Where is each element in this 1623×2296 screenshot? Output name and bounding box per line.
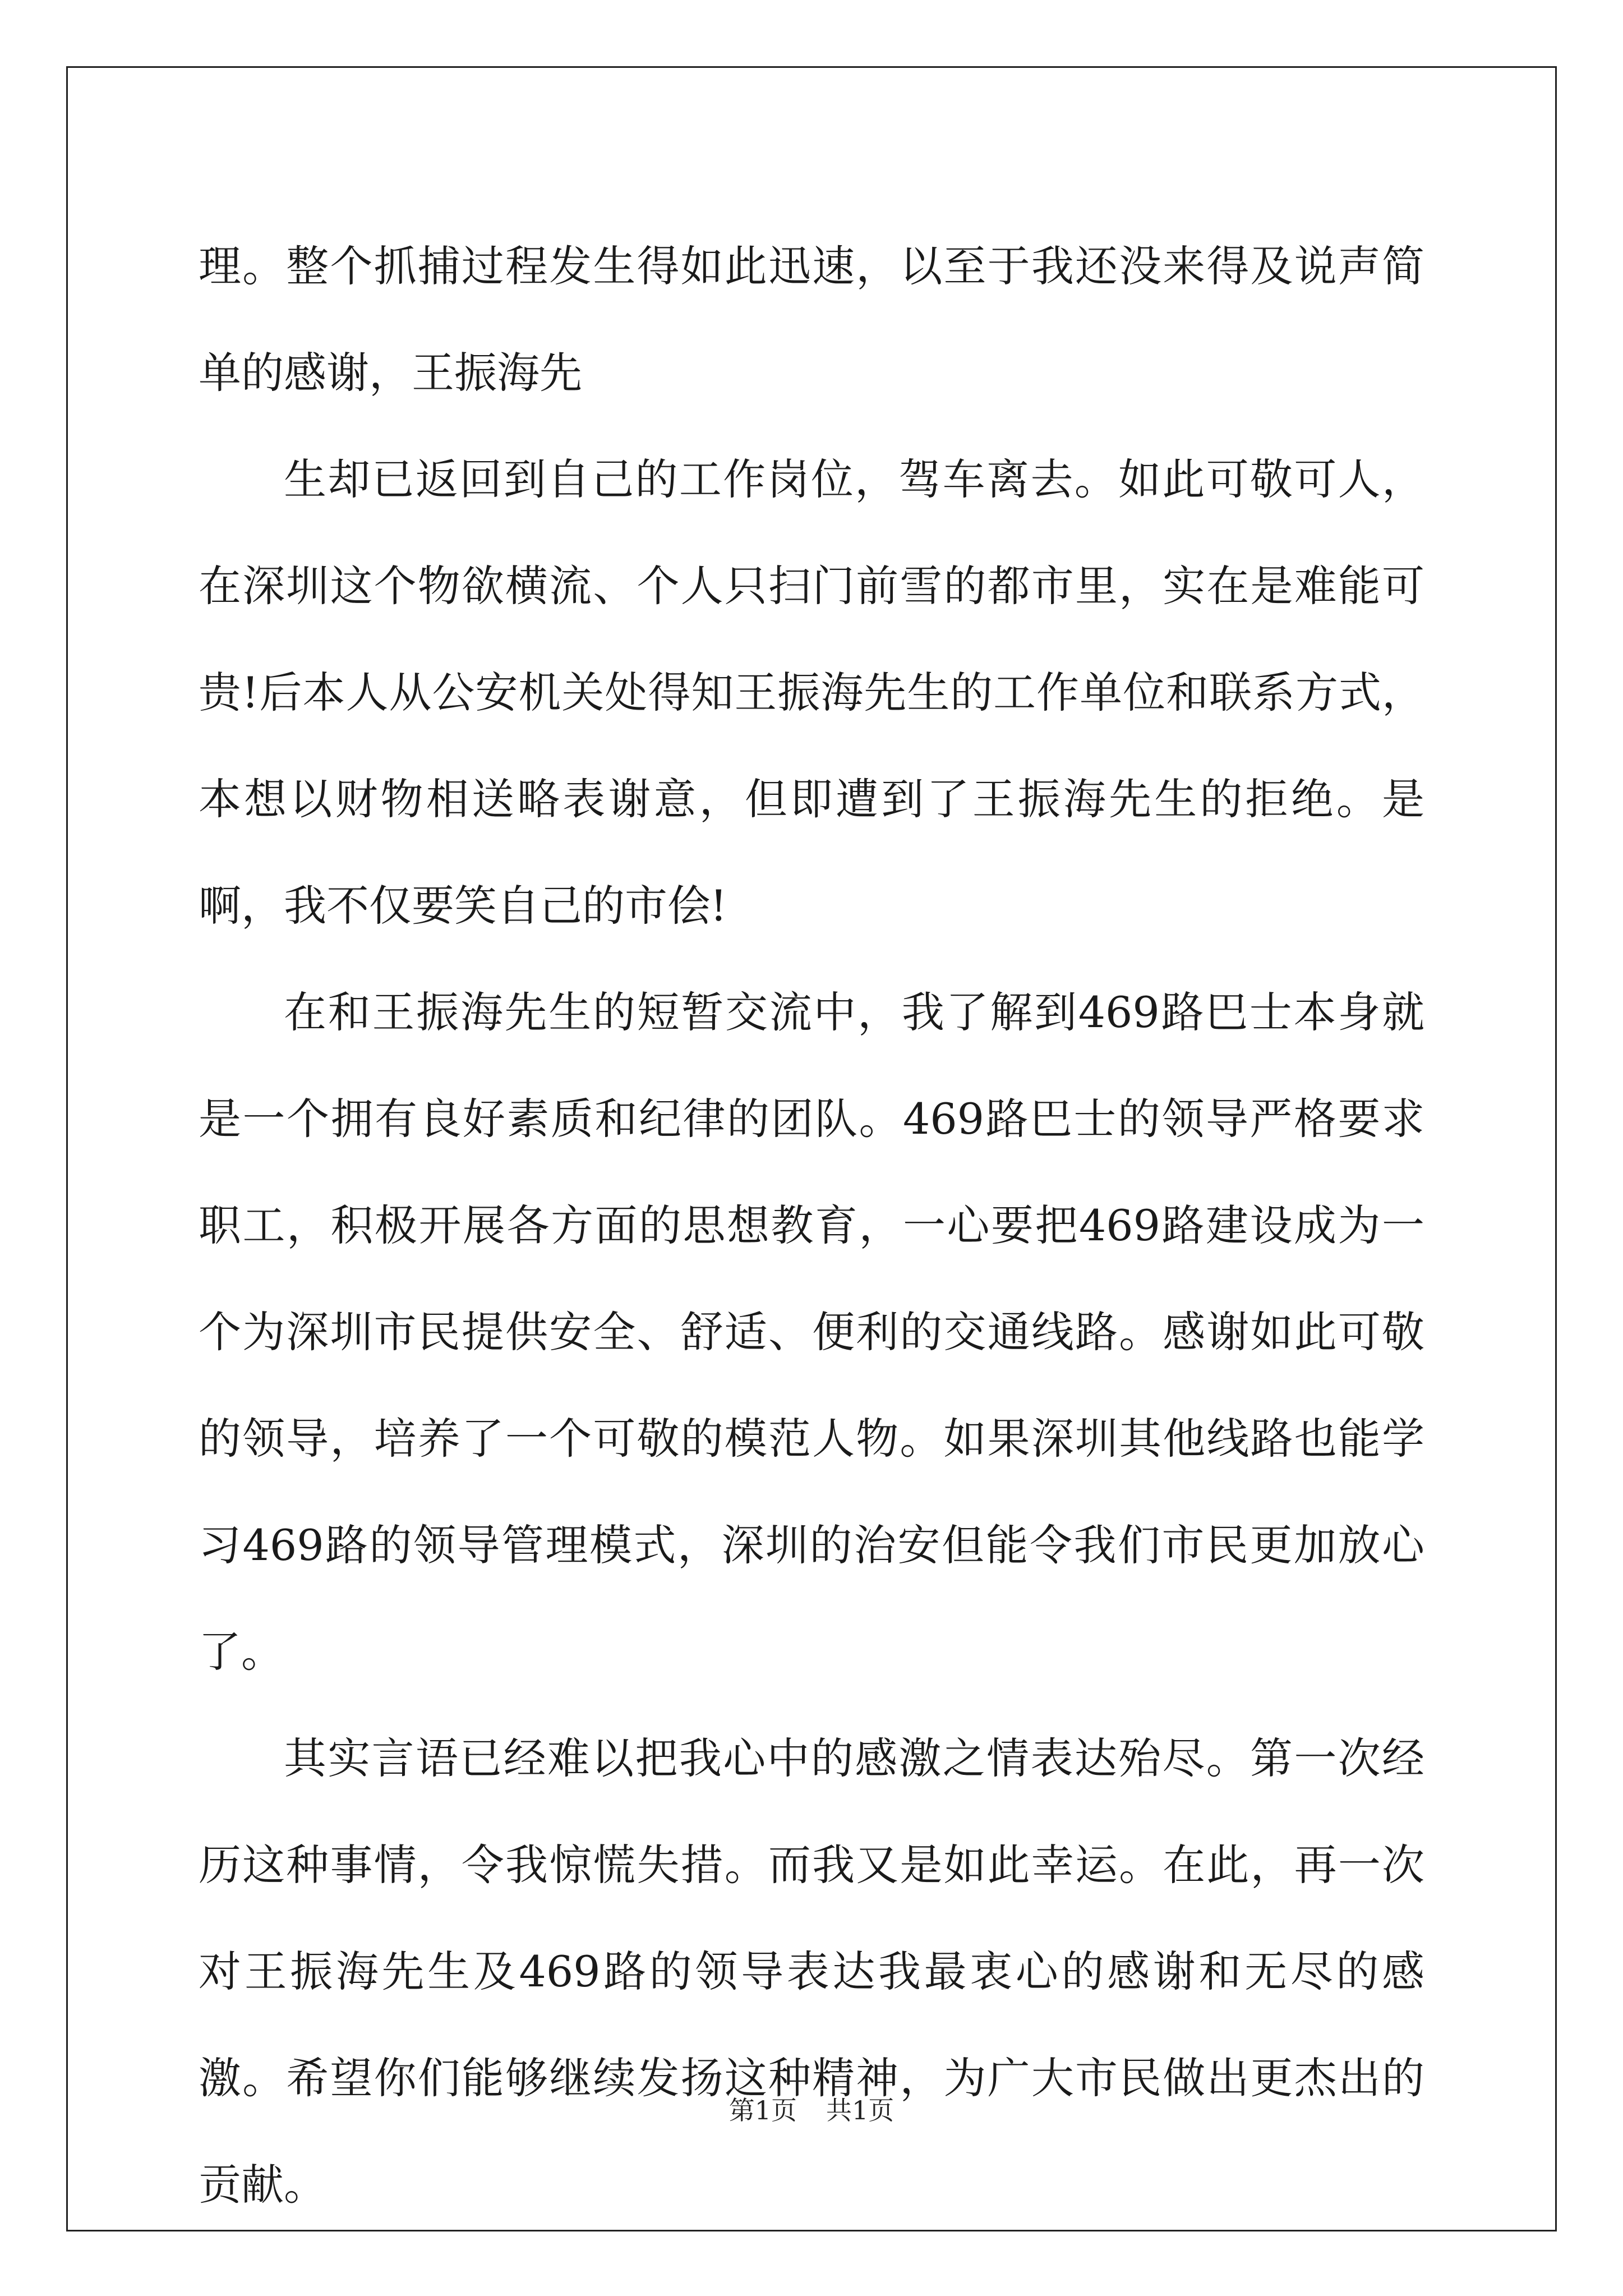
page-footer xyxy=(0,2093,1623,2127)
paragraph-1: 理。整个抓捕过程发生得如此迅速，以至于我还没来得及说声简单的感谢，王振海先 xyxy=(199,241,1424,398)
document-body xyxy=(199,213,1424,2238)
paragraph-2: 生却已返回到自己的工作岗位，驾车离去。如此可敬可人，在深圳这个物欲横流、个人只扫门前雪的都市里，实在是难能可贵!后本人从公安机关处得知王振海先生的工作单位和联系方式，本想以财物相送略表谢意，但即遭到了王振海先生的拒绝。是啊，我不仅要笑自己的市侩! xyxy=(199,454,1424,931)
paragraph-3: 在和王振海先生的短暂交流中，我了解到469路巴士本身就是一个拥有良好素质和纪律的团队。469路巴士的领导严格要求职工，积极开展各方面的思想教育，一心要把469路建设成为一个为深圳市民提供安全、舒适、便利的交通线路。感谢如此可敬的领导，培养了一个可敬的模范人物。如果深圳其他线路也能学习469路的领导管理模式，深圳的治安但能令我们市民更加放心了。 xyxy=(199,987,1424,1677)
paragraph-4: 其实言语已经难以把我心中的感激之情表达殆尽。第一次经历这种事情，令我惊慌失措。而我又是如此幸运。在此，再一次对王振海先生及469路的领导表达我最衷心的感谢和无尽的感激。希望你们能够继续发扬这种精神，为广大市民做出更杰出的贡献。 xyxy=(199,1733,1424,2210)
page-number-total: 共1页 xyxy=(826,2095,895,2125)
page-number-current: 第1页 xyxy=(728,2095,797,2125)
